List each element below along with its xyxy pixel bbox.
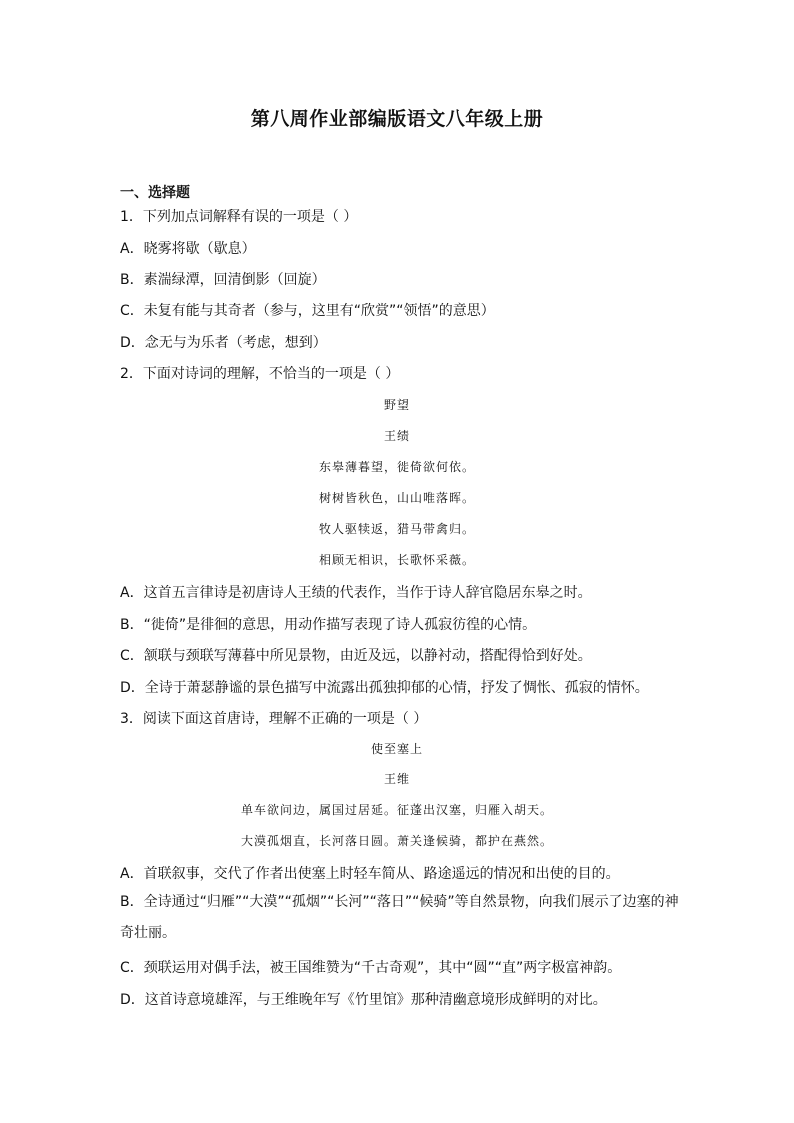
question-2-option-a: A．这首五言律诗是初唐诗人王绩的代表作，当作于诗人辞官隐居东皋之时。 bbox=[120, 585, 592, 601]
question-1-option-c: C．未复有能与其奇者（参与，这里有“欣赏”“领悟”的意思） bbox=[120, 303, 495, 319]
poem-2-line: 大漠孤烟直，长河落日圆。萧关逢候骑，都护在燕然。 bbox=[240, 834, 553, 848]
poem-1-line: 树树皆秋色，山山唯落晖。 bbox=[318, 491, 475, 505]
question-2-option-b: B．“徙倚”是徘徊的意思，用动作描写表现了诗人孤寂彷徨的心情。 bbox=[120, 617, 537, 633]
poem-2-line: 单车欲问边，属国过居延。征蓬出汉塞，归雁入胡天。 bbox=[240, 803, 553, 817]
question-3-option-a: A．首联叙事，交代了作者出使塞上时轻车简从、路途遥远的情况和出使的目的。 bbox=[120, 866, 620, 882]
question-2-option-d: D．全诗于萧瑟静谧的景色描写中流露出孤独抑郁的心情，抒发了惆怅、孤寂的情怀。 bbox=[120, 680, 649, 696]
poem-2-author: 王维 bbox=[383, 772, 410, 786]
poem-1-line: 牧人驱犊返，猎马带禽归。 bbox=[318, 522, 475, 536]
section-heading: 一、选择题 bbox=[120, 185, 190, 201]
poem-1-author: 王绩 bbox=[383, 429, 410, 443]
question-3-stem: 3．阅读下面这首唐诗，理解不正确的一项是（ ） bbox=[120, 711, 428, 727]
poem-1-line: 东皋薄暮望，徙倚欲何依。 bbox=[318, 460, 475, 474]
poem-1-title: 野望 bbox=[383, 398, 410, 412]
question-2-stem: 2．下面对诗词的理解，不恰当的一项是（ ） bbox=[120, 366, 400, 382]
question-3-option-d: D．这首诗意境雄浑，与王维晚年写《竹里馆》那种清幽意境形成鲜明的对比。 bbox=[120, 992, 607, 1008]
document-title: 第八周作业部编版语文八年级上册 bbox=[250, 108, 544, 130]
question-3-option-c: C．颈联运用对偶手法，被王国维赞为“千古奇观”，其中“圆”“直”两字极富神韵。 bbox=[120, 960, 622, 976]
question-3-option-b: B．全诗通过“归雁”“大漠”“孤烟”“长河”“落日”“候骑”等自然景物，向我们展示了边塞的神奇壮丽。 bbox=[120, 894, 679, 941]
question-2-option-c: C．颔联与颈联写薄暮中所见景物，由近及远，以静衬动，搭配得恰到好处。 bbox=[120, 648, 592, 664]
question-1-option-d: D．念无与为乐者（考虑，想到） bbox=[120, 335, 327, 351]
poem-2-title: 使至塞上 bbox=[370, 742, 423, 756]
poem-1-line: 相顾无相识，长歌怀采薇。 bbox=[318, 553, 475, 567]
question-1-option-b: B．素湍绿潭，回清倒影（回旋） bbox=[120, 272, 326, 288]
question-1-option-a: A．晓雾将歇（歇息） bbox=[120, 241, 256, 257]
question-1-stem: 1．下列加点词解释有误的一项是（ ） bbox=[120, 209, 358, 225]
